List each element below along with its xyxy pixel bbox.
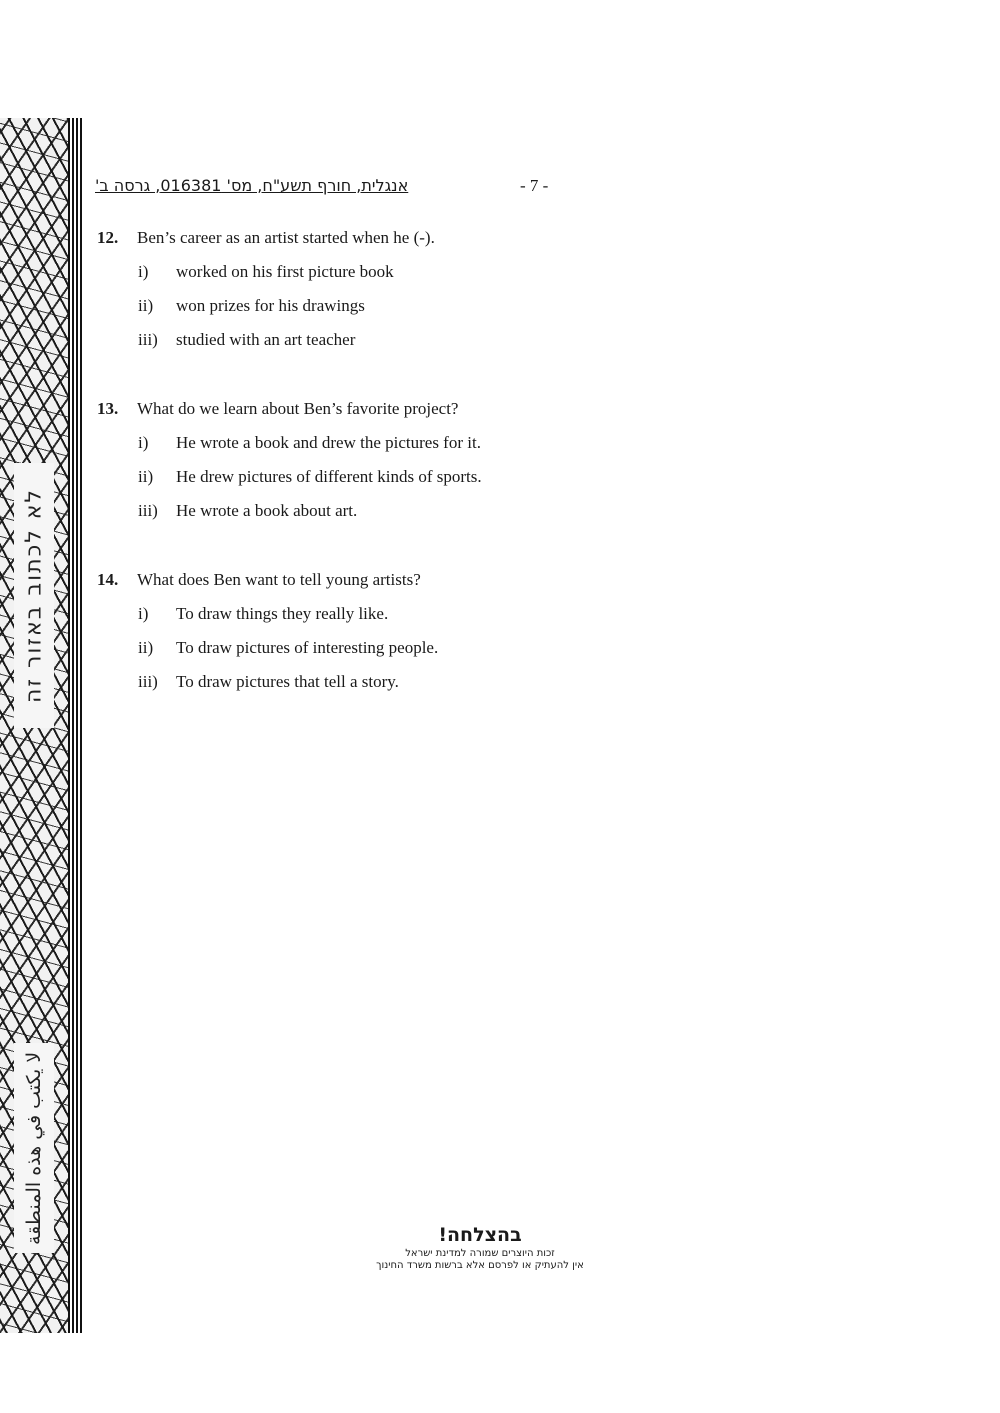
page-footer [300, 1222, 660, 1272]
option-label: ii) [138, 296, 154, 315]
answer-option[interactable] [97, 638, 797, 672]
option-text: He wrote a book and drew the pictures for it. [176, 433, 481, 452]
option-text: To draw pictures that tell a story. [176, 672, 399, 691]
option-text: To draw things they really like. [176, 604, 389, 623]
option-label: ii) [138, 467, 154, 486]
question-number: 12. [97, 228, 119, 247]
option-label: i) [138, 433, 149, 452]
question-stem [97, 570, 797, 604]
question-text: What do we learn about Ben’s favorite project? [137, 399, 459, 418]
question-stem [97, 399, 797, 433]
margin-arabic-note: لا يكتب في هذه المنطقة [14, 1043, 54, 1253]
option-label: iii) [138, 501, 158, 520]
good-luck-text: בהצלחה! [438, 1224, 522, 1246]
exam-title: אנגלית, חורף תשע"ח, מס' 016381, גרסה ב' [95, 176, 409, 195]
question-stem [97, 228, 797, 262]
margin-hebrew-note: לא לכתוב באזור זה [14, 463, 54, 728]
margin-border-bars [68, 118, 82, 1333]
option-text: He wrote a book about art. [176, 501, 358, 520]
option-label: i) [138, 604, 149, 623]
copyright-line: זכות היוצרים שמורה למדינת ישראל [405, 1248, 555, 1259]
no-write-margin [0, 118, 68, 1333]
answer-option[interactable] [97, 604, 797, 638]
option-text: worked on his first picture book [176, 262, 394, 281]
question-number: 14. [97, 570, 119, 589]
option-text: studied with an art teacher [176, 330, 356, 349]
question-13 [97, 399, 797, 535]
option-text: won prizes for his drawings [176, 296, 365, 315]
answer-option[interactable] [97, 330, 797, 364]
option-label: iii) [138, 330, 158, 349]
answer-option[interactable] [97, 467, 797, 501]
option-label: ii) [138, 638, 154, 657]
option-label: iii) [138, 672, 158, 691]
question-12 [97, 228, 797, 364]
question-14 [97, 570, 797, 706]
page-number: - 7 - [520, 176, 549, 195]
question-number: 13. [97, 399, 119, 418]
answer-option[interactable] [97, 262, 797, 296]
question-text: What does Ben want to tell young artists? [137, 570, 421, 589]
question-text: Ben’s career as an artist started when he (-). [137, 228, 435, 247]
option-text: To draw pictures of interesting people. [176, 638, 439, 657]
option-text: He drew pictures of different kinds of sports. [176, 467, 482, 486]
answer-option[interactable] [97, 672, 797, 706]
option-label: i) [138, 262, 149, 281]
answer-option[interactable] [97, 296, 797, 330]
copyright-line: אין להעתיק או לפרסם אלא ברשות משרד החינוך [376, 1260, 584, 1271]
answer-option[interactable] [97, 501, 797, 535]
answer-option[interactable] [97, 433, 797, 467]
page-header [95, 176, 565, 202]
